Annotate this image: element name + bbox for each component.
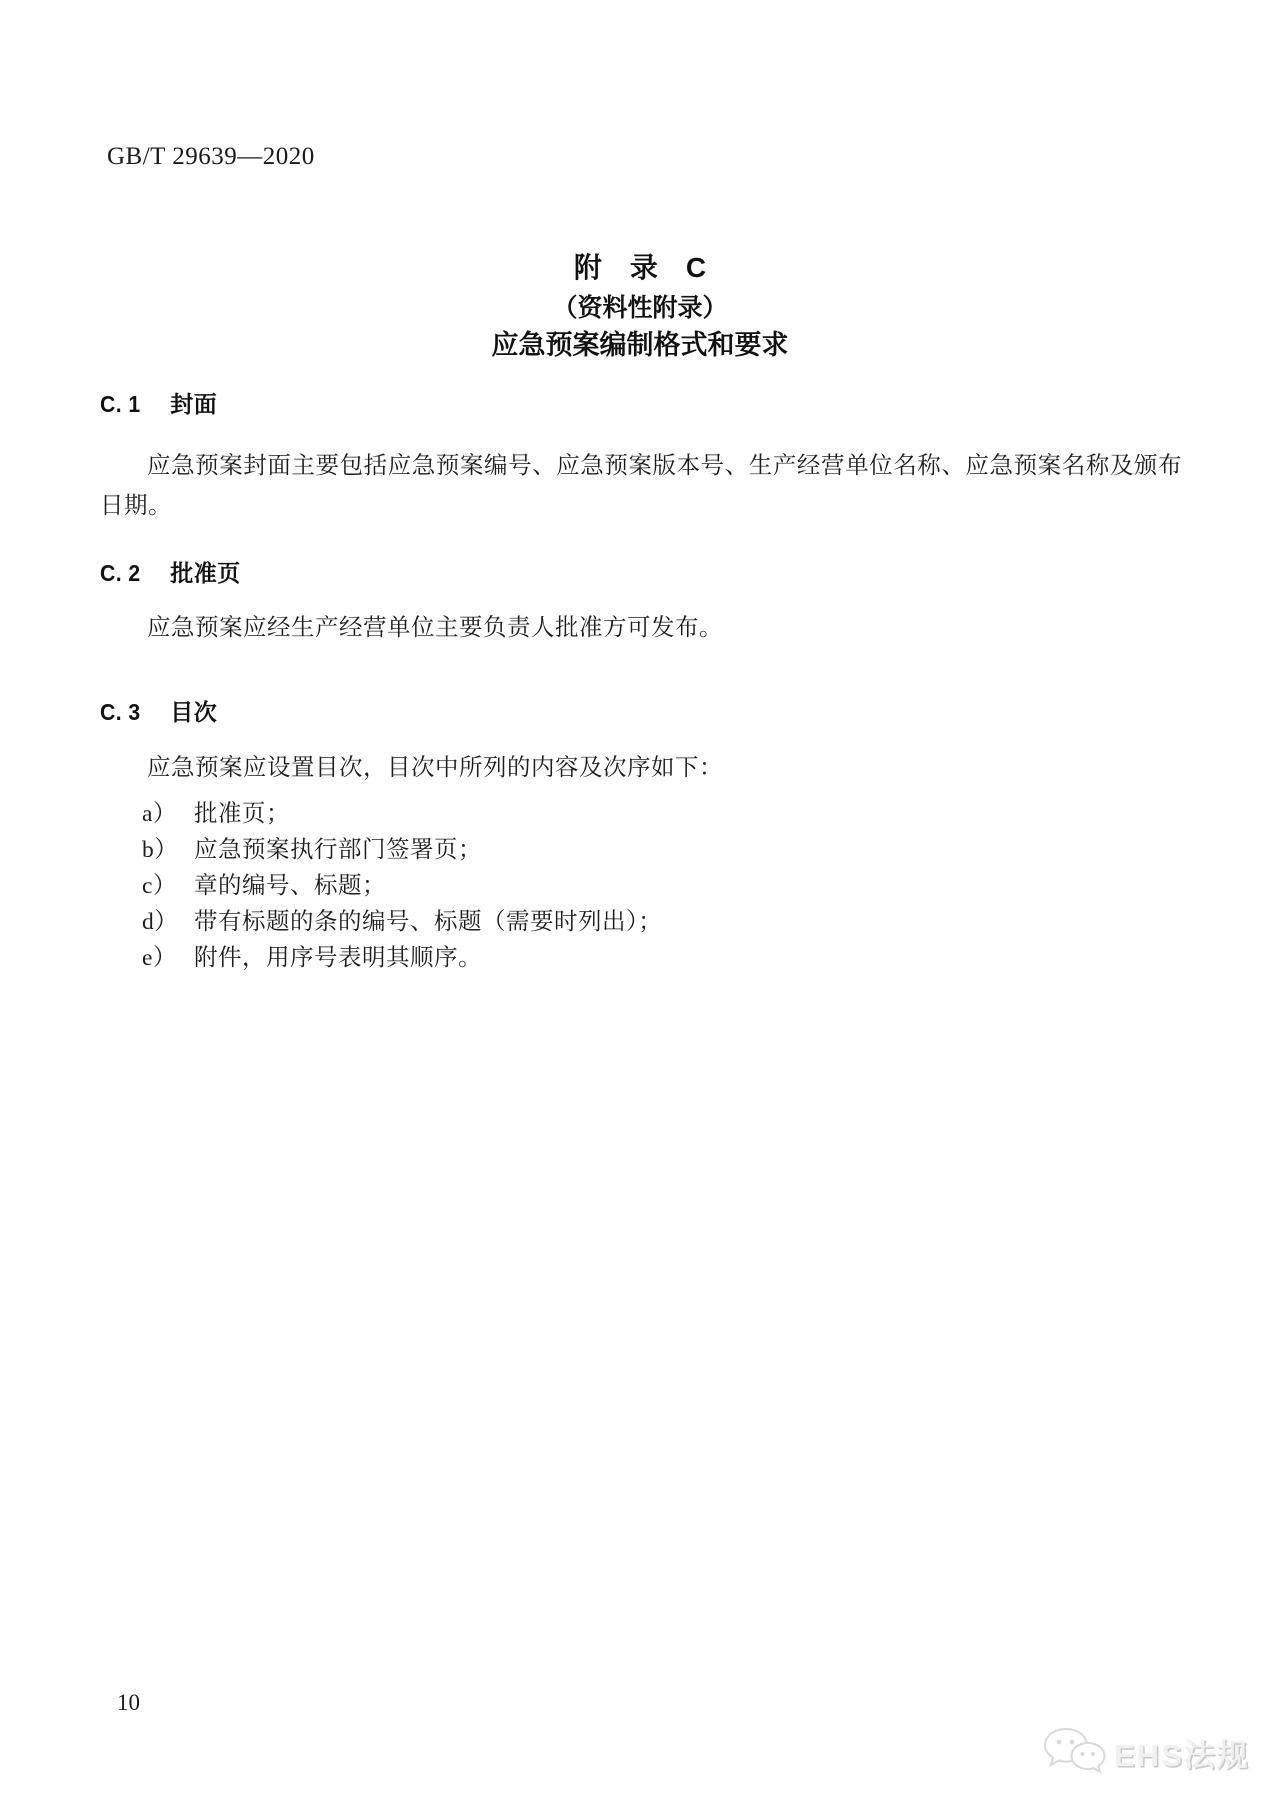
wechat-icon [1042, 1726, 1108, 1778]
list-item-text: 章的编号、标题； [194, 873, 386, 899]
section-c3-number: C. 3 [100, 699, 141, 725]
appendix-heading: 应急预案编制格式和要求 [491, 330, 789, 360]
standard-number: GB/T 29639—2020 [107, 143, 315, 170]
appendix-title: 附 录 C [573, 252, 707, 283]
list-item-marker: c） [142, 873, 177, 899]
section-c1-title: 封面 [170, 391, 218, 417]
list-item [142, 796, 1142, 832]
page-number: 10 [117, 1690, 140, 1715]
section-c1-paragraph: 应急预案封面主要包括应急预案编号、应急预案版本号、生产经营单位名称、应急预案名称及颁布日期。 [100, 453, 1182, 519]
section-c1-heading [100, 386, 217, 419]
watermark-label: EHS法规 [1114, 1737, 1250, 1773]
section-c3-title: 目次 [170, 699, 218, 725]
toc-list [142, 796, 1142, 976]
section-c2-paragraph: 应急预案应经生产经营单位主要负责人批准方可发布。 [147, 615, 723, 641]
section-c2-heading [100, 555, 241, 588]
section-c3-heading [100, 694, 217, 727]
list-item-text: 带有标题的条的编号、标题（需要时列出）； [194, 909, 663, 935]
list-item [142, 940, 1142, 976]
list-item [142, 904, 1142, 940]
section-c3-paragraph: 应急预案应设置目次，目次中所列的内容及次序如下： [147, 755, 723, 781]
list-item-text: 批准页； [194, 801, 290, 827]
watermark [1042, 1726, 1250, 1778]
section-c2-number: C. 2 [100, 560, 141, 586]
list-item-marker: e） [142, 945, 177, 971]
list-item-marker: d） [142, 909, 179, 935]
list-item-marker: a） [142, 801, 177, 827]
section-c2-title: 批准页 [170, 560, 241, 586]
list-item [142, 832, 1142, 868]
list-item [142, 868, 1142, 904]
section-c1-number: C. 1 [100, 391, 141, 417]
list-item-text: 应急预案执行部门签署页； [194, 837, 482, 863]
list-item-marker: b） [142, 837, 179, 863]
appendix-subtitle: （资料性附录） [552, 294, 728, 322]
list-item-text: 附件，用序号表明其顺序。 [194, 945, 482, 971]
